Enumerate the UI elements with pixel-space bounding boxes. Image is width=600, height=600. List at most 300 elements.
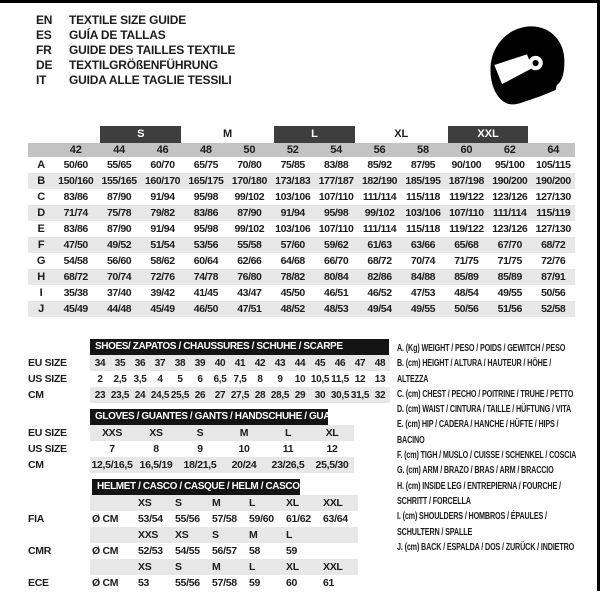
helmet-fia-sizes-row: [28, 495, 358, 511]
measure-cell: 50/56: [541, 287, 566, 299]
helmet-value-cell: 59: [286, 545, 298, 557]
glove-size-cell: 18/21,5: [178, 457, 222, 473]
language-row: [36, 58, 235, 73]
shoe-size-cell: 41: [230, 355, 250, 371]
shoe-size-cell: 34: [90, 355, 110, 371]
measure-cell: 47/53: [410, 287, 436, 299]
row-label: FIA: [28, 513, 45, 525]
helmet-icon: [478, 15, 574, 113]
legend-item: J. (cm) BACK / ESPALDA / DOS / ZURÜCK / INDIETRO: [397, 541, 575, 553]
measure-cell: 111/114: [362, 223, 397, 235]
size-column-header: 46: [141, 143, 184, 157]
measure-cell: 63/66: [410, 239, 436, 251]
helmet-size-cell: [321, 527, 358, 543]
shoe-size-cell: 37: [150, 355, 170, 371]
helmet-size-cell: L: [247, 495, 284, 511]
row-letter: J: [38, 303, 44, 315]
measure-cell: 182/190: [361, 175, 398, 187]
shoe-size-cell: 2,5: [113, 373, 127, 385]
measure-cell: 119/122: [449, 191, 484, 203]
size-number-row: [28, 143, 575, 157]
shoe-size-cell: 3,5: [133, 373, 147, 385]
measure-cell: 64/68: [280, 255, 305, 267]
row-label: CM: [28, 459, 44, 471]
glove-size-cell: 7: [109, 443, 115, 455]
helmet-size-cell: XL: [284, 495, 321, 511]
measure-cell: 87/90: [237, 207, 262, 219]
shoes-eu-row: [28, 355, 390, 371]
measure-cell: 44/48: [106, 303, 132, 315]
row-letter: H: [37, 271, 45, 283]
gloves-size-table: [28, 409, 354, 473]
measure-cell: 187/198: [448, 175, 484, 187]
shoe-size-cell: 13: [374, 373, 386, 385]
measure-cell: 46/51: [324, 287, 349, 299]
helmet-ece-sizes-row: [28, 559, 358, 575]
measure-cell: 87/91: [541, 271, 566, 283]
measure-cell: 48/52: [280, 303, 305, 315]
language-code: DE: [36, 58, 53, 72]
measure-cell: 58/62: [150, 255, 175, 267]
gloves-title-row: [28, 409, 354, 425]
letter-column-spacer: [28, 143, 54, 157]
measure-cell: 51/56: [497, 303, 522, 315]
measure-cell: 87/90: [106, 223, 132, 235]
measure-cell: 123/126: [492, 223, 528, 235]
glove-size-cell: 11: [282, 443, 294, 455]
measure-cell: 61/63: [367, 239, 392, 251]
shoe-size-cell: 28: [250, 387, 270, 403]
measure-cell: 170/180: [231, 175, 267, 187]
measure-cell: 37/40: [106, 287, 132, 299]
shoe-size-cell: 23,5: [110, 387, 130, 403]
helmet-size-cell: XS: [136, 559, 173, 575]
row-label: [28, 495, 90, 511]
helmet-size-cell: XS: [173, 527, 210, 543]
measure-row-a: [28, 157, 575, 173]
helmet-size-cell: M: [210, 495, 247, 511]
measure-cell: 45/49: [63, 303, 88, 315]
helmet-ece-row: [28, 575, 358, 591]
shoe-size-cell: 11,5: [331, 373, 349, 385]
helmet-value-cell: 61/62: [286, 513, 311, 525]
shoe-size-cell: 2: [97, 373, 103, 385]
measure-row-d: [28, 205, 575, 221]
legend-item: A. (Kg) WEIGHT / PESO / POIDS / GEWITCH / PESO: [397, 343, 566, 354]
measure-cell: 45/49: [150, 303, 175, 315]
measure-cell: 71/74: [63, 207, 88, 219]
legend-item: D. (cm) WAIST / CINTURA / TAILLE / HÜFTUNG / VITA: [397, 404, 572, 416]
measure-cell: 68/72: [367, 255, 392, 267]
legend-item: E. (cm) HIP / CADERA / HANCHE / HÜFTE / HIPS / BACINO: [397, 419, 559, 446]
measure-cell: 99/102: [234, 223, 265, 235]
shoes-title-bar: SHOES/ ZAPATOS / CHAUSSURES / SCHUHE / SCARPE: [90, 339, 389, 355]
helmet-value-cell: 63/64: [323, 513, 348, 525]
helmet-value-cell: 57/58: [212, 577, 237, 589]
size-column-header: 64: [531, 143, 575, 157]
helmet-value-cell: 55/56: [175, 513, 200, 525]
glove-size-cell: M: [222, 425, 266, 441]
row-letter: A: [37, 159, 45, 171]
size-group-l: L: [274, 126, 355, 143]
shoe-size-cell: 47: [350, 355, 370, 371]
helmet-value-cell: 61: [323, 577, 335, 589]
language-row: [36, 28, 235, 43]
measure-cell: 50/60: [63, 159, 88, 171]
measure-cell: 91/94: [150, 191, 175, 203]
shoe-size-cell: 6,5: [213, 373, 227, 385]
measure-cell: 60/70: [150, 159, 175, 171]
measure-cell: 49/55: [497, 287, 522, 299]
language-code: IT: [36, 73, 47, 87]
helmet-value-cell: 52/53: [138, 545, 163, 557]
size-group-m: M: [223, 127, 233, 140]
measure-row-j: [28, 301, 575, 317]
helmet-value-cell: Ø CM: [92, 513, 119, 525]
shoe-size-cell: 42: [250, 355, 270, 371]
legend-item: B. (cm) HEIGHT / ALTURA / HAUTEUR / HÖHE / ALTEZZA: [397, 358, 552, 385]
size-group-s: S: [100, 126, 181, 143]
glove-size-cell: S: [178, 425, 222, 441]
shoe-size-cell: 39: [190, 355, 210, 371]
glove-size-cell: XL: [310, 425, 354, 441]
row-letter: B: [37, 175, 45, 187]
helmet-size-cell: M: [247, 527, 284, 543]
helmet-title-bar: HELMET / CASCO / CASQUE / HELM / CASCO: [92, 479, 300, 495]
helmet-size-cell: [90, 495, 136, 511]
measure-cell: 71/75: [454, 255, 479, 267]
measure-cell: 68/72: [63, 271, 88, 283]
measure-cell: 155/165: [101, 175, 137, 187]
measure-cell: 115/118: [405, 191, 440, 203]
shoe-size-cell: 10: [294, 373, 306, 385]
helmet-fia-row: [28, 511, 358, 527]
shoe-size-cell: 31,5: [350, 387, 370, 403]
helmet-size-cell: S: [173, 495, 210, 511]
row-letter: G: [36, 255, 46, 267]
shoe-size-cell: 48: [370, 355, 390, 371]
language-title: GUIDE DES TAILLES TEXTILE: [69, 43, 236, 57]
helmet-value-cell: Ø CM: [92, 577, 119, 589]
measure-cell: 103/106: [405, 207, 441, 219]
language-code: EN: [36, 13, 53, 27]
measure-cell: 52/58: [541, 303, 566, 315]
measure-cell: 46/50: [193, 303, 219, 315]
measure-row-b: [28, 173, 575, 189]
shoe-size-cell: 24,5: [150, 387, 170, 403]
shoes-cm-row: [28, 387, 390, 403]
measure-cell: 91/94: [280, 207, 305, 219]
shoe-size-cell: 32: [370, 387, 390, 403]
measure-cell: 47/50: [63, 239, 88, 251]
glove-size-cell: 10: [238, 443, 250, 455]
helmet-value-cell: 55/56: [175, 577, 200, 589]
helmet-value-cell: 59/60: [249, 513, 274, 525]
shoe-size-cell: 46: [330, 355, 350, 371]
legend-item: I. (cm) SHOULDERS / HOMBROS / ÉPAULES / SCHULTERN / SPALLE: [397, 511, 547, 538]
row-label: CMR: [28, 545, 52, 557]
measure-row-c: [28, 189, 575, 205]
glove-size-cell: 25,5/30: [310, 457, 354, 473]
measurement-legend: [397, 341, 581, 555]
helmet-size-cell: S: [173, 559, 210, 575]
glove-size-cell: 20/24: [222, 457, 266, 473]
shoe-size-cell: 6: [197, 373, 203, 385]
measure-cell: 49/52: [106, 239, 132, 251]
helmet-size-cell: S: [210, 527, 247, 543]
measure-cell: 190/200: [492, 175, 528, 187]
shoe-size-cell: 25,5: [170, 387, 190, 403]
row-label: [28, 559, 90, 575]
glove-size-cell: 8: [153, 443, 159, 455]
helmet-size-cell: L: [284, 527, 321, 543]
measure-cell: 83/86: [63, 223, 88, 235]
helmet-value-cell: 60: [286, 577, 298, 589]
helmet-size-cell: XXS: [136, 527, 173, 543]
shoe-size-cell: 27: [210, 387, 230, 403]
measure-cell: 95/98: [193, 191, 219, 203]
measure-cell: 95/100: [494, 159, 525, 171]
measure-cell: 43/47: [237, 287, 262, 299]
row-label: CM: [28, 389, 44, 401]
measure-cell: 190/200: [535, 175, 571, 187]
measure-cell: 85/89: [454, 271, 479, 283]
row-letter: E: [37, 223, 45, 235]
shoe-size-cell: 28,5: [270, 387, 290, 403]
measure-cell: 103/106: [275, 223, 311, 235]
helmet-size-cell: [90, 527, 136, 543]
row-label: [28, 527, 90, 543]
measure-cell: 99/102: [234, 191, 265, 203]
measure-cell: 49/55: [410, 303, 436, 315]
size-column-header: 62: [488, 143, 531, 157]
measure-cell: 83/88: [324, 159, 349, 171]
row-label: ECE: [28, 577, 49, 589]
gloves-eu-row: [28, 425, 354, 441]
language-title: GUÍA DE TALLAS: [69, 28, 166, 42]
legend-item: H. (cm) INSIDE LEG / ENTREPIERNA / FOURCHE / SCHRITT / FORCELLA: [397, 480, 561, 507]
helmet-value-cell: 54/55: [175, 545, 200, 557]
helmet-size-cell: M: [210, 559, 247, 575]
measure-cell: 87/90: [106, 191, 132, 203]
helmet-size-cell: XS: [136, 495, 173, 511]
helmet-value-cell: 58: [249, 545, 261, 557]
measure-cell: 46/52: [367, 287, 392, 299]
measure-cell: 60/64: [193, 255, 219, 267]
glove-size-cell: L: [266, 425, 310, 441]
shoe-size-cell: 8: [257, 373, 263, 385]
measure-cell: 54/58: [63, 255, 88, 267]
measure-cell: 123/126: [492, 191, 528, 203]
size-column-header: 58: [401, 143, 444, 157]
measure-cell: 115/118: [405, 223, 440, 235]
helmet-size-cell: L: [247, 559, 284, 575]
measure-cell: 185/195: [405, 175, 441, 187]
measure-cell: 107/110: [318, 191, 354, 203]
row-letter: F: [37, 239, 45, 251]
shoes-us-row: [28, 371, 390, 387]
helmet-cmr-row: [28, 543, 358, 559]
measure-row-h: [28, 269, 575, 285]
glove-size-cell: XXS: [90, 425, 134, 441]
measure-cell: 111/114: [493, 207, 527, 219]
size-column-header: 60: [445, 143, 488, 157]
glove-size-cell: 16,5/19: [134, 457, 178, 473]
shoe-size-cell: 5: [177, 373, 183, 385]
measure-cell: 78/82: [280, 271, 305, 283]
measure-cell: 48/54: [454, 287, 479, 299]
measure-cell: 111/114: [362, 191, 397, 203]
measure-cell: 66/70: [324, 255, 349, 267]
measure-cell: 83/86: [193, 207, 219, 219]
shoes-title-row: [28, 339, 390, 355]
helmet-size-cell: XL: [284, 559, 321, 575]
measure-cell: 75/78: [106, 207, 132, 219]
measure-cell: 70/80: [237, 159, 262, 171]
helmet-value-cell: 56/57: [212, 545, 237, 557]
measure-cell: 85/89: [497, 271, 522, 283]
shoe-size-cell: 36: [130, 355, 150, 371]
measure-cell: 76/80: [237, 271, 262, 283]
shoe-size-cell: 23: [90, 387, 110, 403]
measure-cell: 82/86: [367, 271, 392, 283]
measure-cell: 103/106: [275, 191, 311, 203]
measure-cell: 74/78: [193, 271, 219, 283]
shoe-size-cell: 44: [290, 355, 310, 371]
shoe-size-cell: 29: [290, 387, 310, 403]
helmet-size-table: [28, 479, 358, 591]
shoe-size-cell: 30,5: [330, 387, 350, 403]
helmet-title-row: [28, 479, 358, 495]
language-title: TEXTILGRÖßENFÜHRUNG: [69, 58, 218, 72]
gloves-title-bar: GLOVES / GUANTES / GANTS / HANDSCHUHE / GUANTI: [90, 409, 328, 425]
measure-cell: 90/100: [451, 159, 482, 171]
measure-cell: 177/187: [318, 175, 354, 187]
measure-cell: 173/183: [275, 175, 311, 187]
shoe-size-cell: 10,5: [310, 373, 330, 385]
measure-cell: 57/60: [280, 239, 305, 251]
legend-item: G. (cm) ARM / BRAZO / BRAS / ARM / BRACCIO: [397, 465, 554, 477]
helmet-value-cell: 53: [138, 577, 150, 589]
glove-size-cell: 23/26,5: [266, 457, 310, 473]
glove-size-cell: 12: [326, 443, 338, 455]
legend-item: F. (cm) TIGH / MUSLO / CUISSE / SCHENKEL / COSCIA: [397, 450, 577, 462]
shoe-size-cell: 27,5: [230, 387, 250, 403]
gloves-us-row: [28, 441, 354, 457]
size-group-row: [28, 125, 575, 143]
shoe-size-cell: 35: [110, 355, 130, 371]
measure-cell: 70/74: [106, 271, 132, 283]
language-row: [36, 73, 235, 88]
textile-size-table: [28, 125, 575, 317]
language-title: TEXTILE SIZE GUIDE: [69, 13, 187, 27]
helmet-value-cell: 59: [249, 577, 261, 589]
measure-cell: 99/102: [364, 207, 395, 219]
helmet-size-cell: XXL: [321, 559, 358, 575]
measure-cell: 119/122: [449, 223, 484, 235]
measure-cell: 70/74: [410, 255, 436, 267]
measure-row-f: [28, 237, 575, 253]
measure-cell: 65/75: [193, 159, 219, 171]
measure-cell: 72/76: [150, 271, 175, 283]
shoe-size-cell: 7,5: [233, 373, 247, 385]
measure-cell: 67/70: [497, 239, 522, 251]
measure-cell: 71/75: [497, 255, 522, 267]
row-label: EU SIZE: [28, 427, 67, 439]
shoe-size-cell: 4: [157, 373, 163, 385]
row-label: EU SIZE: [28, 357, 67, 369]
shoe-size-cell: 12: [354, 373, 366, 385]
row-letter: C: [37, 191, 45, 203]
shoe-size-cell: 40: [210, 355, 230, 371]
language-code: ES: [36, 28, 52, 42]
language-title-block: [36, 13, 235, 88]
measure-cell: 91/94: [150, 223, 175, 235]
size-column-header: 56: [358, 143, 401, 157]
helmet-value-cell: 57/58: [212, 513, 237, 525]
measure-row-g: [28, 253, 575, 269]
shoe-size-cell: 43: [270, 355, 290, 371]
measure-cell: 127/130: [535, 223, 571, 235]
measure-cell: 41/45: [193, 287, 219, 299]
measure-cell: 62/66: [237, 255, 262, 267]
helmet-value-cell: Ø CM: [92, 545, 119, 557]
shoes-size-table: [28, 339, 390, 403]
shoe-size-cell: 45: [310, 355, 330, 371]
helmet-size-cell: [90, 559, 136, 575]
helmet-value-cell: [321, 543, 358, 559]
measure-cell: 35/38: [63, 287, 88, 299]
helmet-cmr-sizes-row: [28, 527, 358, 543]
helmet-size-cell: XXL: [321, 495, 358, 511]
measure-cell: 59/62: [324, 239, 349, 251]
size-column-header: 48: [184, 143, 227, 157]
measure-cell: 56/60: [106, 255, 132, 267]
language-title: GUIDA ALLE TAGLIE TESSILI: [69, 73, 232, 87]
size-column-header: 54: [314, 143, 357, 157]
measure-cell: 55/58: [237, 239, 262, 251]
size-group-xl: XL: [394, 127, 409, 140]
shoe-size-cell: 30: [310, 387, 330, 403]
measure-cell: 65/68: [454, 239, 479, 251]
measure-cell: 80/84: [324, 271, 349, 283]
size-column-header: 44: [97, 143, 140, 157]
measure-cell: 50/56: [454, 303, 479, 315]
size-column-header: 52: [271, 143, 314, 157]
group-spacer: [28, 125, 97, 143]
measure-row-i: [28, 285, 575, 301]
measure-cell: 75/85: [280, 159, 305, 171]
measure-cell: 51/54: [150, 239, 175, 251]
measure-cell: 165/175: [188, 175, 224, 187]
measure-cell: 55/65: [106, 159, 132, 171]
measure-cell: 115/119: [536, 207, 571, 219]
language-row: [36, 13, 235, 28]
row-label: US SIZE: [28, 373, 67, 385]
measure-cell: 105/115: [535, 159, 571, 171]
measure-cell: 107/110: [318, 223, 354, 235]
measure-row-e: [28, 221, 575, 237]
measure-cell: 95/98: [193, 223, 219, 235]
measure-cell: 160/170: [144, 175, 181, 187]
helmet-value-cell: 53/54: [138, 513, 163, 525]
size-group-xxl: XXL: [448, 126, 529, 143]
row-label: US SIZE: [28, 443, 67, 455]
shoe-size-cell: 26: [190, 387, 210, 403]
measure-cell: 47/51: [237, 303, 262, 315]
size-column-header: 42: [54, 143, 97, 157]
measure-cell: 79/82: [150, 207, 175, 219]
